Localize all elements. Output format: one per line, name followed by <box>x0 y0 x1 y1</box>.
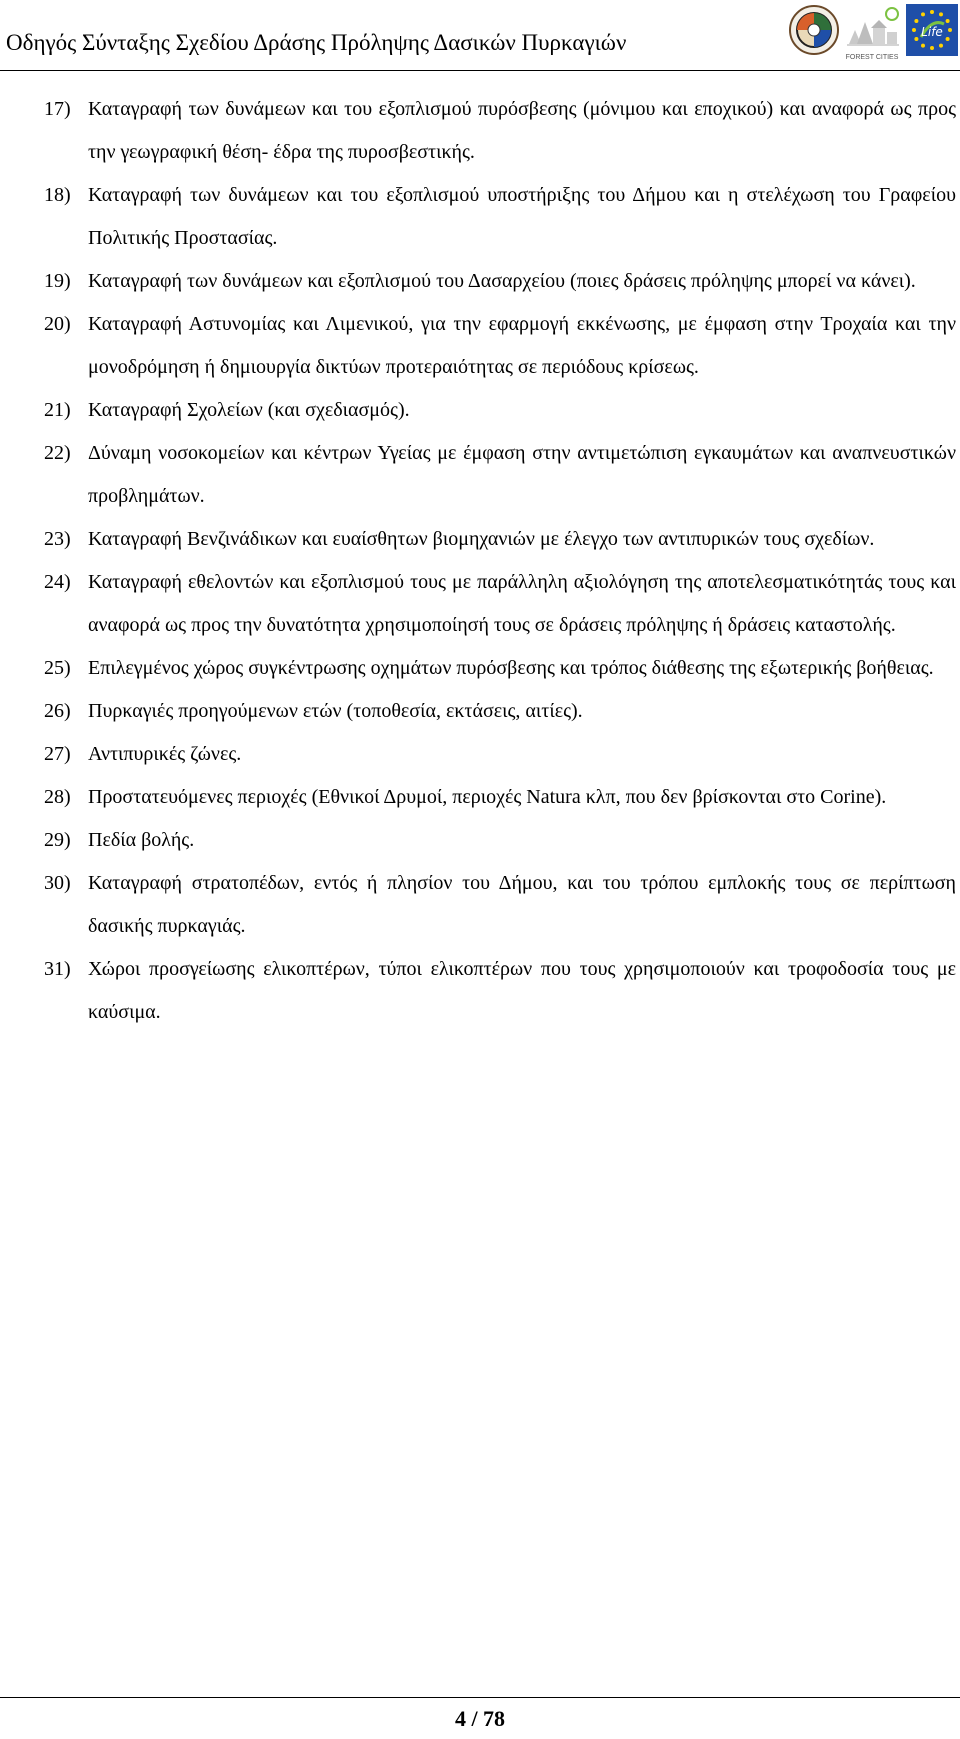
list-item <box>44 819 956 862</box>
header-divider <box>0 70 960 71</box>
eu-stars-life-icon <box>906 4 958 56</box>
list-item <box>44 733 956 776</box>
forest-cities-text: FOREST CITIES <box>845 54 899 61</box>
round-emblem-icon <box>788 4 840 56</box>
item-text: Χώροι προσγείωσης ελικοπτέρων, τύποι ελικοπτέρων που τους χρησιμοποιούν και τροφοδοσία τους με καύσιμα. <box>88 958 956 1023</box>
item-text: Πεδία βολής. <box>88 829 195 851</box>
item-number: 29) <box>44 829 71 851</box>
item-text: Καταγραφή Αστυνομίας και Λιμενικού, για την εφαρμογή εκκένωσης, με έμφαση στην Τροχαία και την μονοδρόμηση ή δημιουργία δικτύων προτεραιότητας σε περιόδους κρίσεως. <box>88 313 956 378</box>
list-item <box>44 260 956 303</box>
item-number: 23) <box>44 528 71 550</box>
item-text: Καταγραφή στρατοπέδων, εντός ή πλησίον του Δήμου, και του τρόπου εμπλοκής τους σε περίπτωση δασικής πυρκαγιάς. <box>88 872 956 937</box>
list-item <box>44 862 956 948</box>
numbered-list <box>44 88 956 1034</box>
item-number: 25) <box>44 657 71 679</box>
list-item <box>44 303 956 389</box>
list-item <box>44 432 956 518</box>
item-text: Δύναμη νοσοκομείων και κέντρων Υγείας με έμφαση στην αντιμετώπιση εγκαυμάτων και αναπνευστικών προβλημάτων. <box>88 442 956 507</box>
life-logo-text: Life <box>921 25 943 39</box>
list-item <box>44 88 956 174</box>
item-number: 19) <box>44 270 71 292</box>
page-number: 4 / 78 <box>454 1706 506 1731</box>
item-number: 24) <box>44 571 71 593</box>
list-item <box>44 776 956 819</box>
list-item <box>44 389 956 432</box>
item-text: Καταγραφή των δυνάμεων και εξοπλισμού του Δασαρχείου (ποιες δράσεις πρόληψης μπορεί να κάνει). <box>88 270 916 292</box>
item-number: 26) <box>44 700 71 722</box>
item-number: 28) <box>44 786 71 808</box>
list-item <box>44 561 956 647</box>
item-number: 20) <box>44 313 71 335</box>
item-text: Αντιπυρικές ζώνες. <box>88 743 242 765</box>
item-number: 30) <box>44 872 71 894</box>
item-number: 27) <box>44 743 71 765</box>
footer-divider <box>0 1697 960 1698</box>
item-text: Καταγραφή των δυνάμεων και του εξοπλισμού υποστήριξης του Δήμου και η στελέχωση του Γραφείου Πολιτικής Προστασίας. <box>88 184 956 249</box>
item-text: Προστατευόμενες περιοχές (Εθνικοί Δρυμοί, περιοχές Natura κλπ, που δεν βρίσκονται στο Corine). <box>88 786 887 808</box>
header-logos <box>788 4 960 60</box>
item-number: 17) <box>44 98 71 120</box>
list-item <box>44 174 956 260</box>
item-number: 21) <box>44 399 71 421</box>
item-number: 18) <box>44 184 71 206</box>
list-item <box>44 647 956 690</box>
item-text: Καταγραφή των δυνάμεων και του εξοπλισμού πυρόσβεσης (μόνιμου και εποχικού) και αναφορά ως προς την γεωγραφική θέση- έδρα της πυροσβεστικής. <box>88 98 956 163</box>
list-item <box>44 518 956 561</box>
document-title: Οδηγός Σύνταξης Σχεδίου Δράσης Πρόληψης Δασικών Πυρκαγιών <box>6 30 627 55</box>
item-number: 31) <box>44 958 71 980</box>
list-item <box>44 948 956 1034</box>
item-number: 22) <box>44 442 71 464</box>
item-text: Πυρκαγιές προηγούμενων ετών (τοποθεσία, εκτάσεις, αιτίες). <box>88 700 583 722</box>
item-text: Καταγραφή Σχολείων (και σχεδιασμός). <box>88 399 410 421</box>
forest-cities-logo <box>843 4 901 60</box>
forest-houses-icon <box>843 4 901 50</box>
list-item <box>44 690 956 733</box>
item-text: Επιλεγμένος χώρος συγκέντρωσης οχημάτων πυρόσβεσης και τρόπος διάθεσης της εξωτερικής βοήθειας. <box>88 657 934 679</box>
item-text: Καταγραφή εθελοντών και εξοπλισμού τους με παράλληλη αξιολόγηση της αποτελεσματικότητάς τους και αναφορά ως προς την δυνατότητα χρησιμοποίησή τους σε δράσεις πρόληψης ή δράσεις καταστολής. <box>88 571 956 636</box>
item-text: Καταγραφή Βενζινάδικων και ευαίσθητων βιομηχανιών με έλεγχο των αντιπυρικών τους σχεδίων. <box>88 528 875 550</box>
page-header <box>0 0 960 72</box>
